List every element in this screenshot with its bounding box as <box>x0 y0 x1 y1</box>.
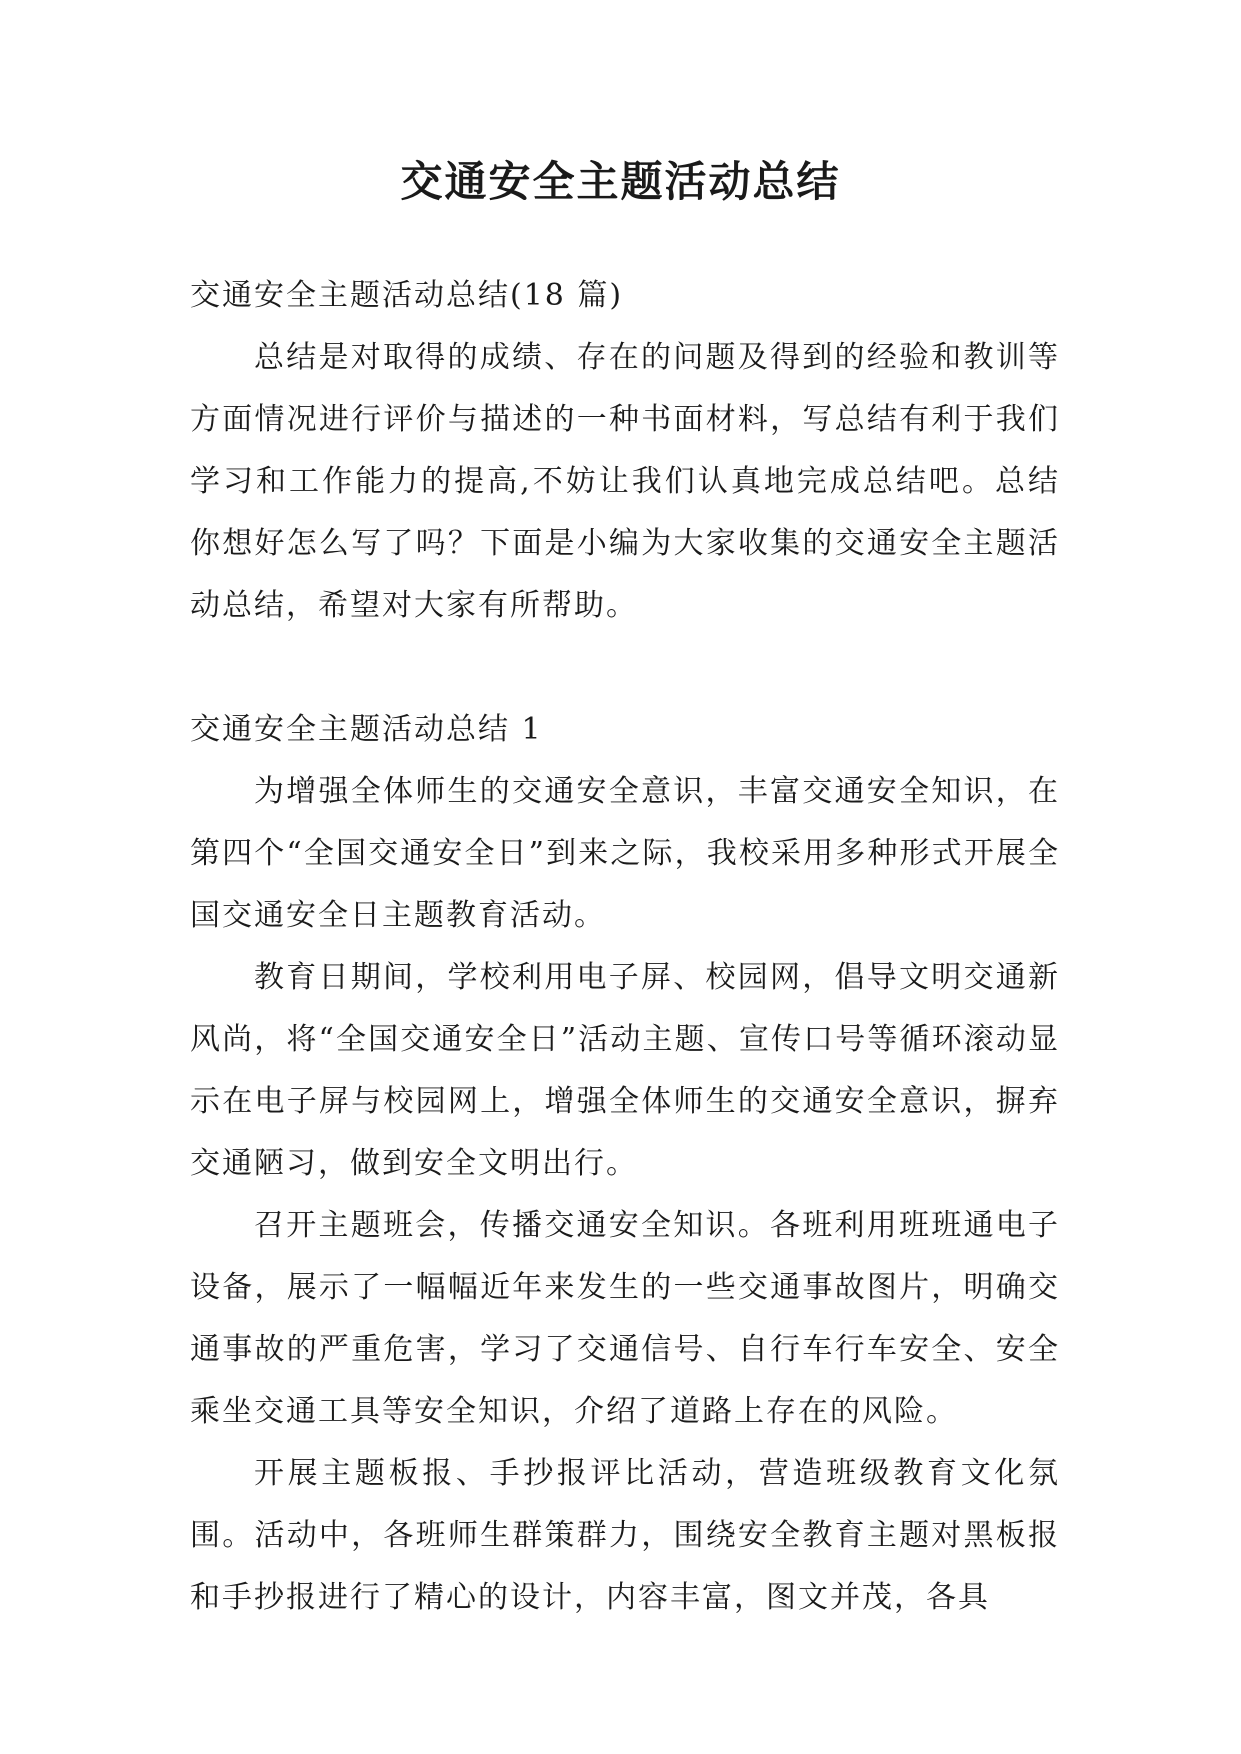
document-body <box>190 265 1060 1629</box>
section-heading: 交通安全主题活动总结 1 <box>190 712 543 747</box>
section-paragraph-1: 为增强全体师生的交通安全意识，丰富交通安全知识，在第四个“全国交通安全日”到来之际，我校采用多种形式开展全国交通安全日主题教育活动。 <box>190 774 1060 933</box>
section-spacer <box>190 637 1060 699</box>
section-paragraph-3: 召开主题班会，传播交通安全知识。各班利用班班通电子设备，展示了一幅幅近年来发生的一些交通事故图片，明确交通事故的严重危害，学习了交通信号、自行车行车安全、安全乘坐交通工具等安全知识，介绍了道路上存在的风险。 <box>190 1208 1060 1429</box>
document-title: 交通安全主题活动总结 <box>400 157 841 206</box>
intro-paragraph: 总结是对取得的成绩、存在的问题及得到的经验和教训等方面情况进行评价与描述的一种书面材料，写总结有利于我们学习和工作能力的提高,不妨让我们认真地完成总结吧。总结你想好怎么写了吗？下面是小编为大家收集的交通安全主题活动总结，希望对大家有所帮助。 <box>190 340 1060 623</box>
document-subtitle: 交通安全主题活动总结(18 篇) <box>190 278 624 313</box>
section-paragraph-4: 开展主题板报、手抄报评比活动，营造班级教育文化氛围。活动中，各班师生群策群力，围绕安全教育主题对黑板报和手抄报进行了精心的设计，内容丰富，图文并茂，各具 <box>190 1456 1060 1615</box>
section-paragraph-2: 教育日期间，学校利用电子屏、校园网，倡导文明交通新风尚，将“全国交通安全日”活动主题、宣传口号等循环滚动显示在电子屏与校园网上，增强全体师生的交通安全意识，摒弃交通陋习，做到安全文明出行。 <box>190 960 1060 1181</box>
